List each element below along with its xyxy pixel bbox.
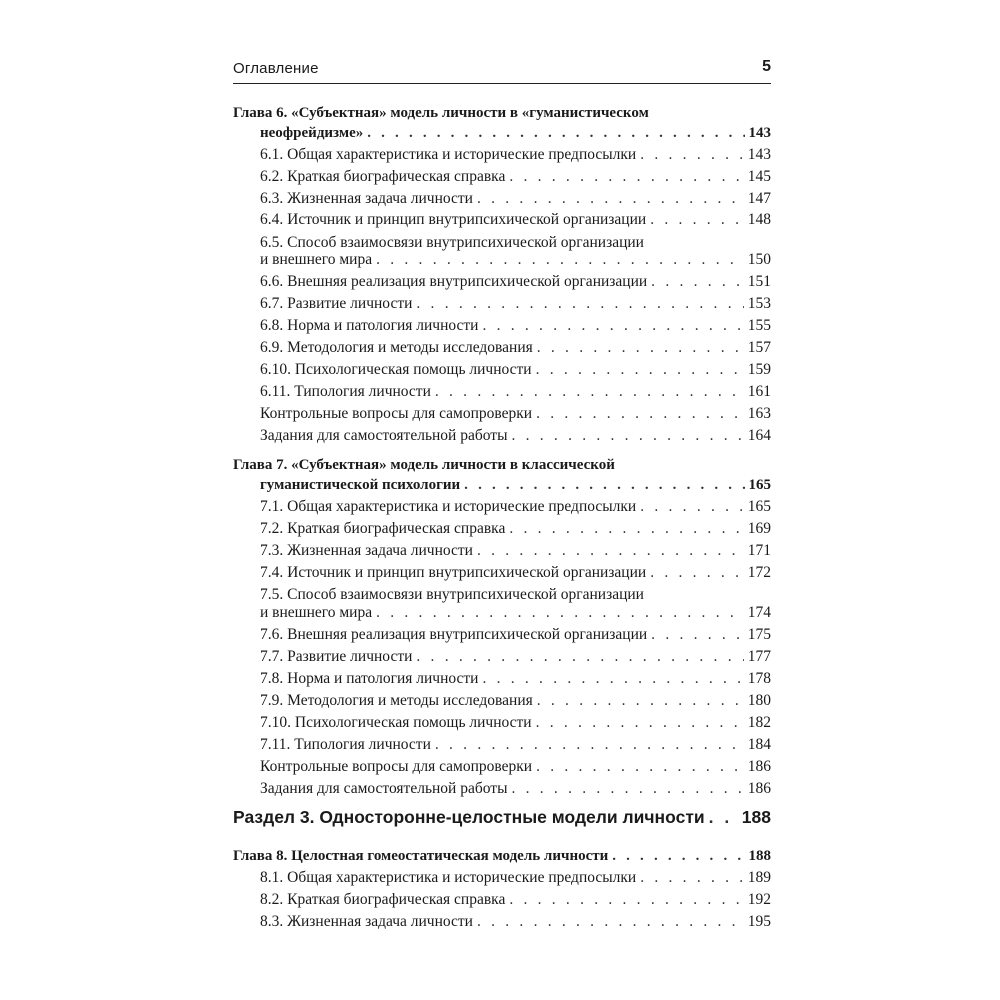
- toc-item-label: 7.1. Общая характеристика и исторические предпосылки: [260, 498, 637, 515]
- toc-item-page: 159: [747, 361, 771, 378]
- toc-item[interactable]: [260, 211, 771, 229]
- toc-item[interactable]: [260, 251, 771, 269]
- part-3-page: 188: [741, 807, 771, 827]
- leader-dots: [536, 361, 744, 379]
- toc-item[interactable]: [260, 190, 771, 208]
- toc-item-label: 7.8. Норма и патология личности: [260, 670, 479, 687]
- toc-item-label: 6.4. Источник и принцип внутрипсихической организации: [260, 211, 647, 228]
- leader-dots: [640, 146, 744, 164]
- leader-dots: [612, 848, 744, 865]
- chapter-7-entry[interactable]: [260, 477, 771, 494]
- toc-item-label: 6.7. Развитие личности: [260, 295, 413, 312]
- toc-item-page: 177: [747, 648, 771, 665]
- toc-item[interactable]: [260, 648, 771, 666]
- leader-dots: [640, 869, 744, 887]
- toc-item[interactable]: [260, 758, 771, 776]
- leader-dots: [650, 564, 744, 582]
- leader-dots: [651, 273, 744, 291]
- toc-item-label: 7.3. Жизненная задача личности: [260, 542, 473, 559]
- toc-item[interactable]: [260, 383, 771, 401]
- toc-item-label: 8.1. Общая характеристика и исторические предпосылки: [260, 869, 637, 886]
- toc-item[interactable]: [260, 891, 771, 909]
- leader-dots: [435, 383, 744, 401]
- leader-dots: [482, 670, 743, 688]
- toc-item-page: 165: [747, 498, 771, 515]
- toc-item[interactable]: [260, 295, 771, 313]
- toc-item-page: 157: [747, 339, 771, 356]
- leader-dots: [536, 405, 744, 423]
- toc-item-label: Контрольные вопросы для самопроверки: [260, 405, 533, 422]
- toc-item[interactable]: [260, 542, 771, 560]
- toc-item-page: 186: [747, 780, 771, 797]
- page-number: 5: [762, 58, 771, 75]
- toc-item[interactable]: [260, 670, 771, 688]
- running-header: [233, 58, 771, 80]
- toc-item[interactable]: [260, 869, 771, 887]
- toc-item-page: 174: [747, 604, 771, 621]
- toc-item[interactable]: [260, 339, 771, 357]
- toc-item-label: Контрольные вопросы для самопроверки: [260, 758, 533, 775]
- toc-item-page: 169: [747, 520, 771, 537]
- toc-item-label: 8.3. Жизненная задача личности: [260, 913, 473, 930]
- toc-item-label: 6.9. Методология и методы исследования: [260, 339, 533, 356]
- chapter-7-title-line1: Глава 7. «Субъектная» модель личности в классической: [233, 457, 615, 473]
- toc-item-label: 6.8. Норма и патология личности: [260, 317, 479, 334]
- header-rule: [233, 83, 771, 84]
- leader-dots: [511, 780, 743, 798]
- toc-item-label: 7.9. Методология и методы исследования: [260, 692, 533, 709]
- toc-item-label: 6.11. Типология личности: [260, 383, 431, 400]
- toc-item-label: 8.2. Краткая биографическая справка: [260, 891, 506, 908]
- toc-item-page: 150: [747, 251, 771, 268]
- toc-item-label: 6.2. Краткая биографическая справка: [260, 168, 506, 185]
- toc-item-page: 143: [747, 146, 771, 163]
- toc-item[interactable]: [260, 498, 771, 516]
- toc-item[interactable]: [260, 520, 771, 538]
- toc-item-label: 7.6. Внешняя реализация внутрипсихической организации: [260, 626, 648, 643]
- toc-item-page: 147: [747, 190, 771, 207]
- toc-item-label: 6.6. Внешняя реализация внутрипсихической организации: [260, 273, 648, 290]
- part-3-entry[interactable]: [233, 807, 771, 828]
- toc-item-label: Задания для самостоятельной работы: [260, 780, 508, 797]
- chapter-7-page: 165: [748, 477, 771, 493]
- toc-item-page: 164: [747, 427, 771, 444]
- toc-item-label-line1: 7.5. Способ взаимосвязи внутрипсихической организации: [260, 586, 644, 603]
- toc-item-page: 161: [747, 383, 771, 400]
- leader-dots: [536, 714, 744, 732]
- leader-dots: [640, 498, 744, 516]
- leader-dots: [509, 168, 743, 186]
- toc-item-label: 7.11. Типология личности: [260, 736, 431, 753]
- chapter-8-page: 188: [748, 848, 771, 864]
- leader-dots: [537, 692, 744, 710]
- toc-item[interactable]: [260, 913, 771, 931]
- chapter-6-title-line2: неофрейдизме»: [260, 125, 364, 141]
- toc-item-label: 6.1. Общая характеристика и исторические предпосылки: [260, 146, 637, 163]
- toc-item-page: 172: [747, 564, 771, 581]
- leader-dots: [482, 317, 743, 335]
- toc-item[interactable]: [260, 626, 771, 644]
- toc-item-label-line1: 6.5. Способ взаимосвязи внутрипсихической организации: [260, 234, 644, 251]
- leader-dots: [650, 211, 744, 229]
- toc-item-label: 7.2. Краткая биографическая справка: [260, 520, 506, 537]
- leader-dots: [416, 295, 743, 313]
- toc-item-page: 148: [747, 211, 771, 228]
- leader-dots: [509, 891, 743, 909]
- leader-dots: [651, 626, 744, 644]
- leader-dots: [376, 251, 744, 269]
- toc-item-page: 178: [747, 670, 771, 687]
- toc-item-page: 182: [747, 714, 771, 731]
- leader-dots: [367, 125, 744, 142]
- toc-item[interactable]: [260, 361, 771, 379]
- leader-dots: [477, 190, 744, 208]
- toc-item[interactable]: [260, 736, 771, 754]
- toc-item-page: 163: [747, 405, 771, 422]
- toc-item-label: и внешнего мира: [260, 251, 373, 268]
- toc-item-page: 195: [747, 913, 771, 930]
- toc-item[interactable]: [260, 146, 771, 164]
- chapter-7-title-line2: гуманистической психологии: [260, 477, 461, 493]
- toc-item[interactable]: [260, 405, 771, 423]
- toc-item[interactable]: [260, 714, 771, 732]
- chapter-8-title: Глава 8. Целостная гомеостатическая модель личности: [233, 848, 609, 864]
- toc-item-page: 192: [747, 891, 771, 908]
- leader-dots: [416, 648, 743, 666]
- toc-item-label: 7.7. Развитие личности: [260, 648, 413, 665]
- toc-item-page: 180: [747, 692, 771, 709]
- toc-item-page: 145: [747, 168, 771, 185]
- toc-item-label: 6.3. Жизненная задача личности: [260, 190, 473, 207]
- leader-dots: [536, 758, 744, 776]
- toc-item[interactable]: [260, 168, 771, 186]
- toc-item-page: 153: [747, 295, 771, 312]
- leader-dots: [376, 604, 744, 622]
- toc-item-label: 7.4. Источник и принцип внутрипсихической организации: [260, 564, 647, 581]
- toc-item-label: Задания для самостоятельной работы: [260, 427, 508, 444]
- toc-item[interactable]: [260, 427, 771, 445]
- part-3-title: Раздел 3. Односторонне-целостные модели личности: [233, 807, 705, 827]
- leader-dots: [537, 339, 744, 357]
- toc-item[interactable]: [260, 273, 771, 291]
- toc-item-label: 7.10. Психологическая помощь личности: [260, 714, 532, 731]
- chapter-6-page: 143: [748, 125, 771, 141]
- toc-item-page: 184: [747, 736, 771, 753]
- leader-dots: [477, 913, 744, 931]
- toc-item[interactable]: [260, 564, 771, 582]
- leader-dots: [509, 520, 743, 538]
- toc-item[interactable]: [260, 317, 771, 335]
- toc-item[interactable]: [260, 604, 771, 622]
- leader-dots: [709, 807, 738, 828]
- header-title: Оглавление: [233, 60, 319, 77]
- leader-dots: [464, 477, 744, 494]
- toc-item[interactable]: [260, 780, 771, 798]
- toc-item-page: 151: [747, 273, 771, 290]
- toc-item[interactable]: [260, 692, 771, 710]
- toc-item-page: 186: [747, 758, 771, 775]
- chapter-6-entry[interactable]: [260, 125, 771, 142]
- toc-item-page: 175: [747, 626, 771, 643]
- toc-item-page: 155: [747, 317, 771, 334]
- toc-item-label: и внешнего мира: [260, 604, 373, 621]
- leader-dots: [435, 736, 744, 754]
- chapter-8-entry[interactable]: [233, 848, 771, 865]
- chapter-6-title-line1: Глава 6. «Субъектная» модель личности в «гуманистическом: [233, 105, 649, 121]
- leader-dots: [511, 427, 743, 445]
- toc-item-page: 171: [747, 542, 771, 559]
- toc-item-label: 6.10. Психологическая помощь личности: [260, 361, 532, 378]
- leader-dots: [477, 542, 744, 560]
- toc-item-page: 189: [747, 869, 771, 886]
